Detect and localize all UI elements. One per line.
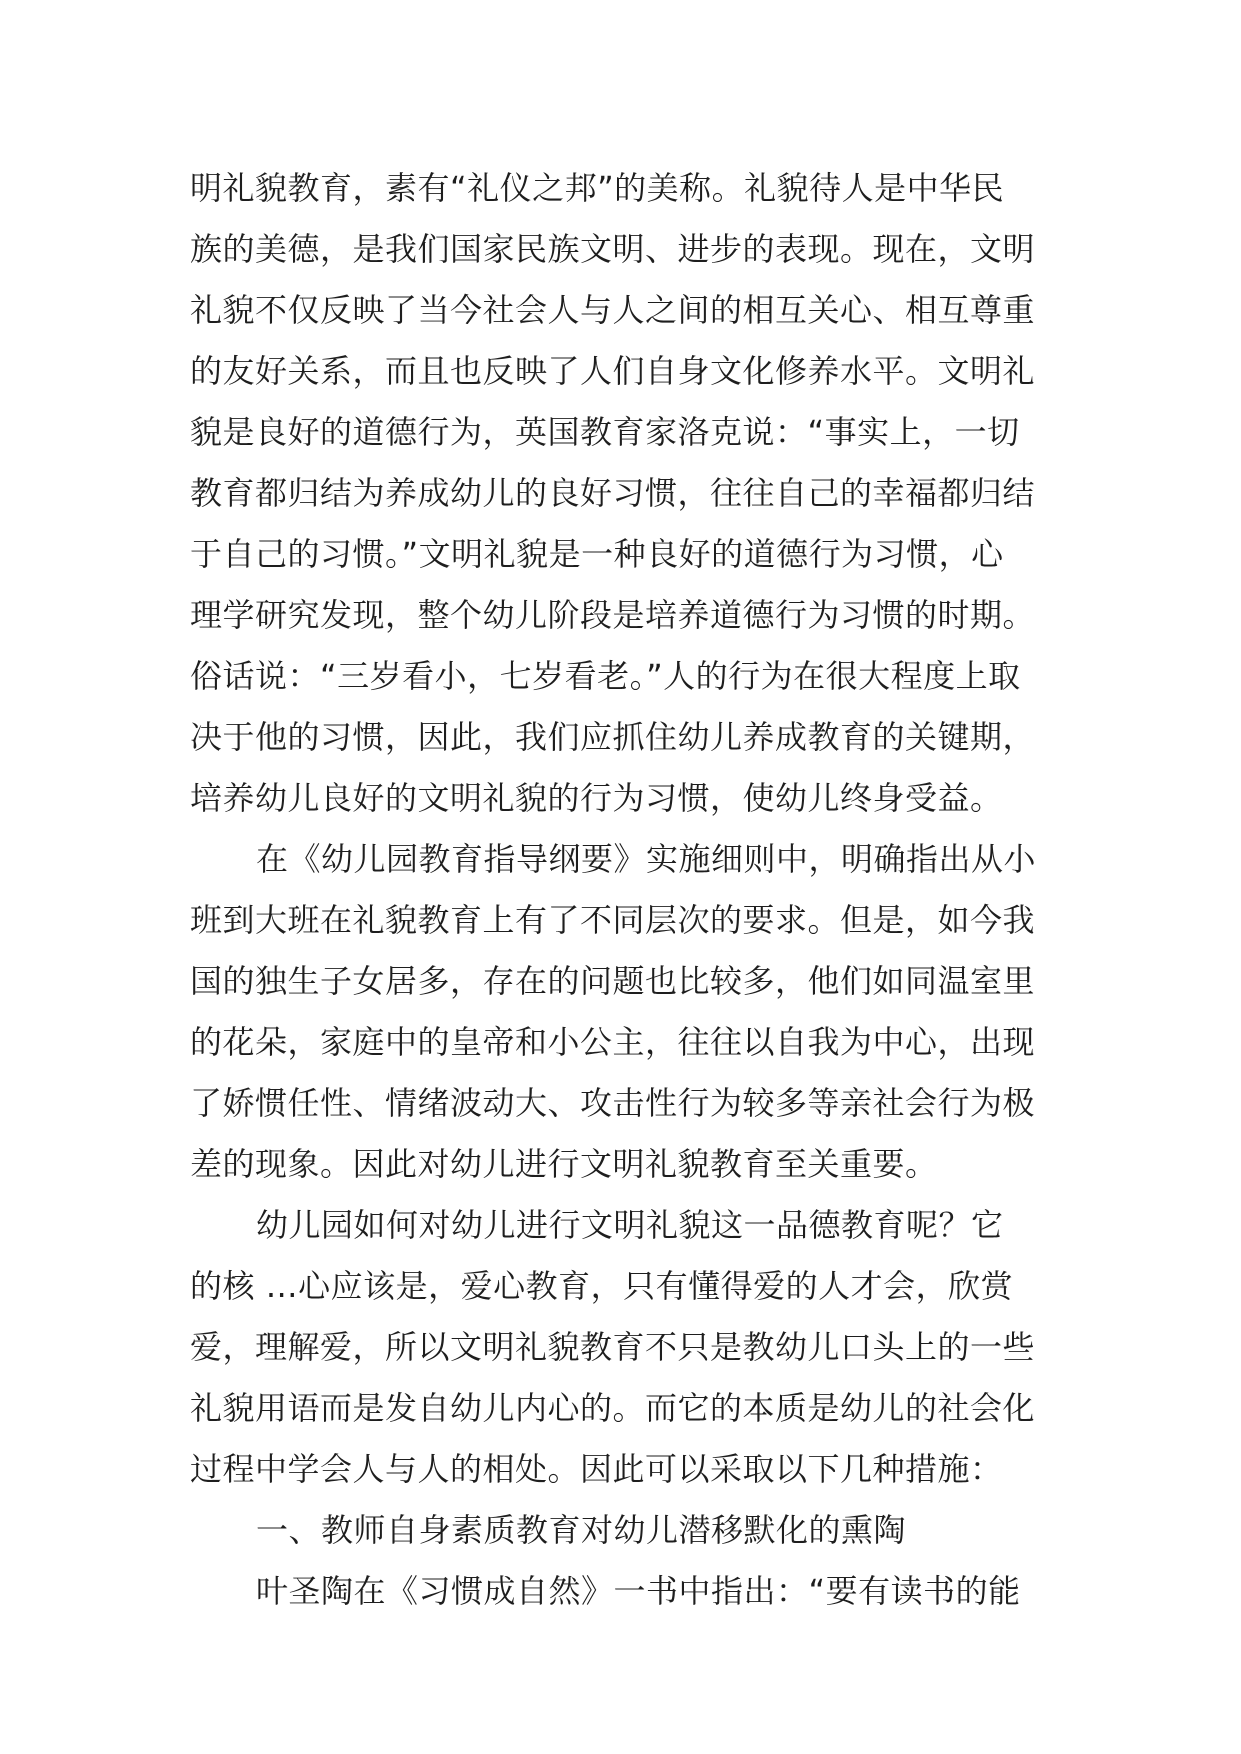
text-line: 的核 …心应该是，爱心教育，只有懂得爱的人才会，欣赏 — [190, 1267, 1014, 1305]
text-line: 培养幼儿良好的文明礼貌的行为习惯，使幼儿终身受益。 — [190, 779, 1003, 817]
text-line: 了娇惯任性、情绪波动大、攻击性行为较多等亲社会行为极 — [190, 1084, 1036, 1122]
text-line: 决于他的习惯，因此，我们应抓住幼儿养成教育的关键期， — [190, 718, 1036, 756]
text-line: 班到大班在礼貌教育上有了不同层次的要求。但是，如今我 — [190, 901, 1036, 939]
text-line: 的友好关系，而且也反映了人们自身文化修养水平。文明礼 — [190, 352, 1036, 390]
text-line: 叶圣陶在《习惯成自然》一书中指出：“要有读书的能 — [256, 1572, 1021, 1610]
text-line: 教育都归结为养成幼儿的良好习惯，往往自己的幸福都归结 — [190, 474, 1036, 512]
text-line: 国的独生子女居多，存在的问题也比较多，他们如同温室里 — [190, 962, 1036, 1000]
text-line: 礼貌用语而是发自幼儿内心的。而它的本质是幼儿的社会化 — [190, 1389, 1036, 1427]
text-line: 幼儿园如何对幼儿进行文明礼貌这一品德教育呢？它 — [256, 1206, 1004, 1244]
text-line: 族的美德，是我们国家民族文明、进步的表现。现在，文明 — [190, 230, 1036, 268]
text-line: 于自己的习惯。”文明礼貌是一种良好的道德行为习惯，心 — [190, 535, 1004, 573]
body-text — [190, 158, 1070, 1622]
text-line: 在《幼儿园教育指导纲要》实施细则中，明确指出从小 — [256, 840, 1037, 878]
text-line: 差的现象。因此对幼儿进行文明礼貌教育至关重要。 — [190, 1145, 938, 1183]
text-line: 一、教师自身素质教育对幼儿潜移默化的熏陶 — [256, 1511, 907, 1549]
text-line: 爱，理解爱，所以文明礼貌教育不只是教幼儿口头上的一些 — [190, 1328, 1036, 1366]
text-line: 俗话说：“三岁看小，七岁看老。”人的行为在很大程度上取 — [190, 657, 1021, 695]
text-line: 的花朵，家庭中的皇帝和小公主，往往以自我为中心，出现 — [190, 1023, 1036, 1061]
text-line: 貌是良好的道德行为，英国教育家洛克说：“事实上，一切 — [190, 413, 1020, 451]
text-line: 明礼貌教育，素有“礼仪之邦”的美称。礼貌待人是中华民 — [190, 169, 1005, 207]
text-line: 礼貌不仅反映了当今社会人与人之间的相互关心、相互尊重 — [190, 291, 1036, 329]
text-line: 理学研究发现，整个幼儿阶段是培养道德行为习惯的时期。 — [190, 596, 1036, 634]
text-line: 过程中学会人与人的相处。因此可以采取以下几种措施： — [190, 1450, 1003, 1488]
